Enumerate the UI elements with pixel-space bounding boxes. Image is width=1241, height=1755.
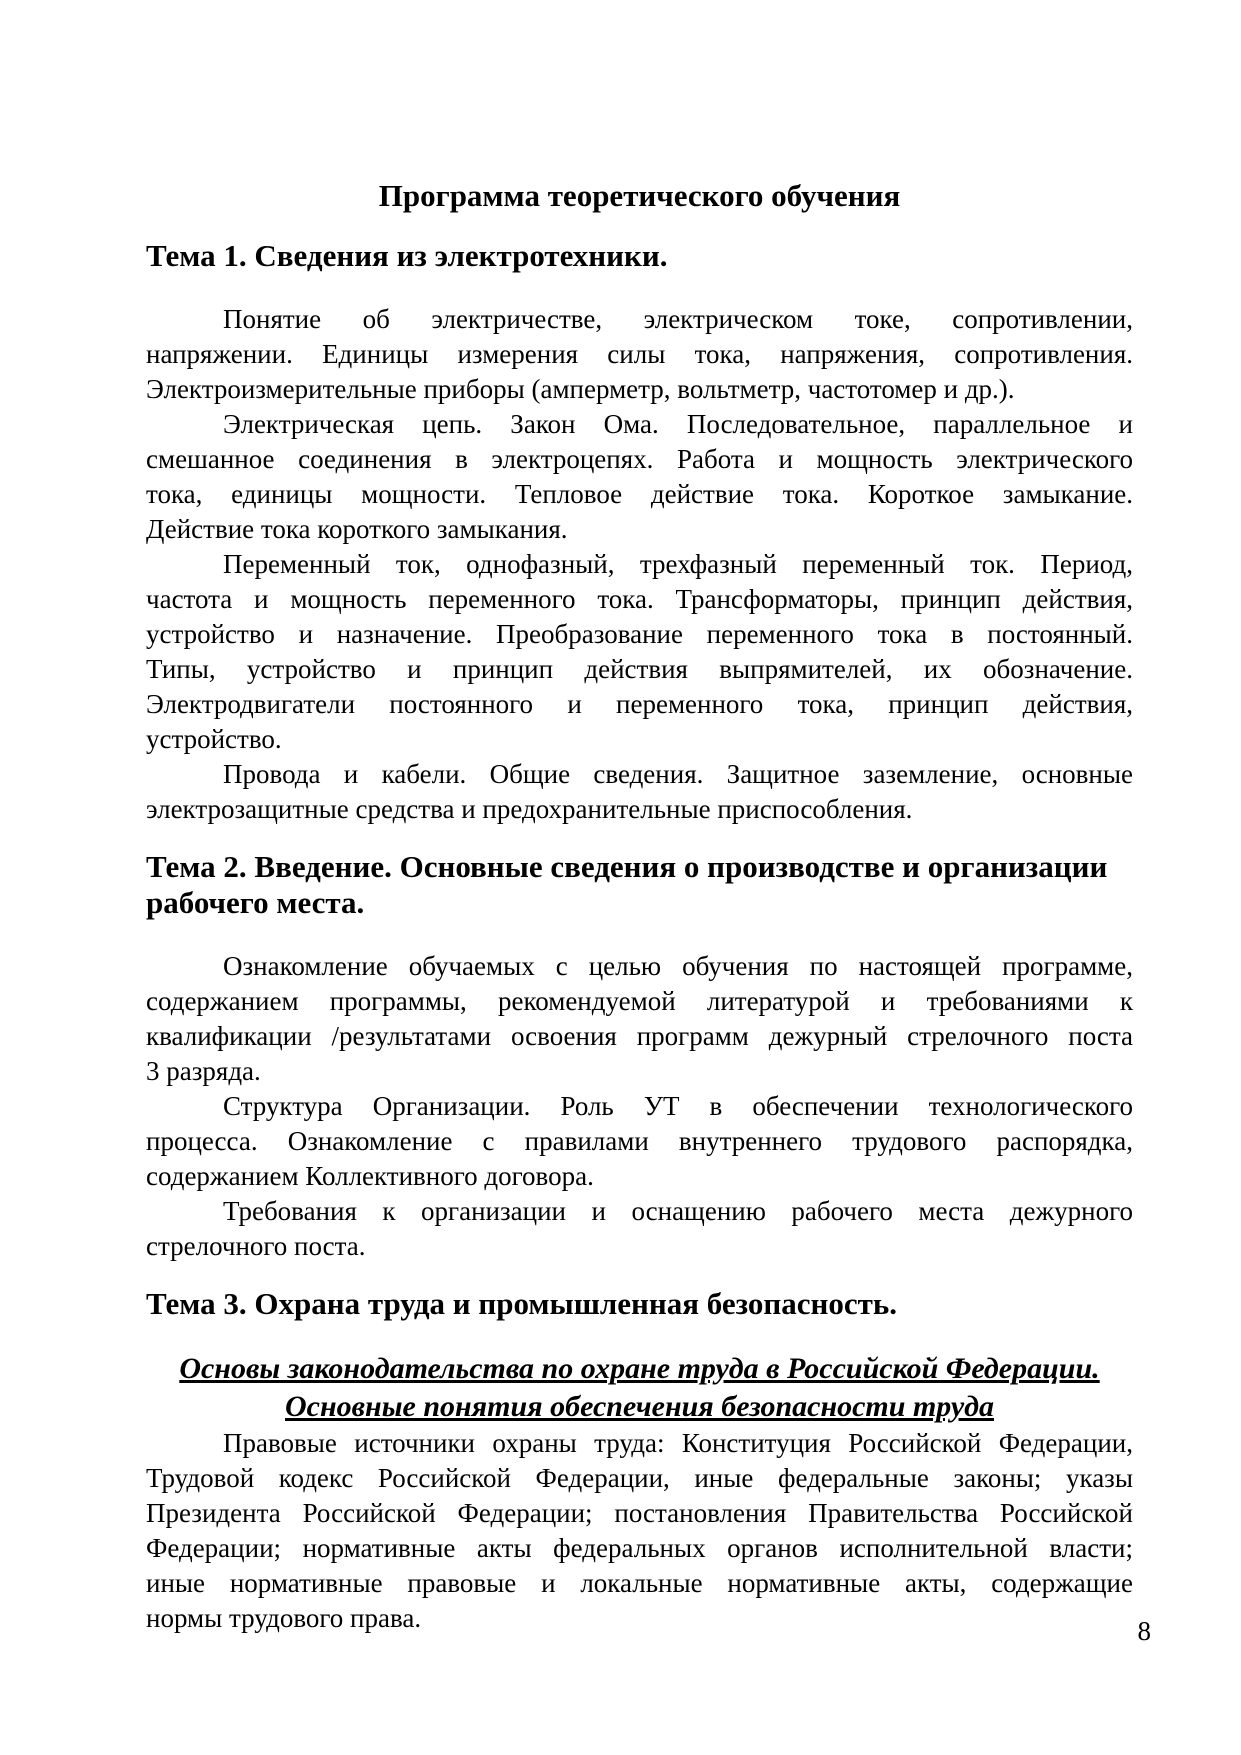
subheading-line: Основные понятия обеспечения безопасности труда [285,1390,994,1423]
paragraph [146,407,1133,547]
document-content [146,0,1133,1636]
heading [146,238,1133,274]
subheading-line: Основы законодательства по охране труда в Российской Федерации. [179,1352,1100,1385]
paragraph [146,1426,1133,1636]
paragraph-line: Правовые источники охраны труда: Конституция Российской Федерации, [223,1428,1133,1458]
paragraph-line: частота и мощность переменного тока. Трансформаторы, принцип действия, [146,584,1133,614]
paragraph-line: Структура Организации. Роль УТ в обеспечении технологического [223,1091,1133,1121]
paragraph [146,1194,1133,1264]
paragraph-line: Федерации; нормативные акты федеральных органов исполнительной власти; [146,1533,1133,1563]
heading-line: Тема 1. Сведения из электротехники. [146,238,668,273]
paragraph-line: смешанное соединения в электроцепях. Работа и мощность электрического [146,444,1133,474]
paragraph-line: Действие тока короткого замыкания. [146,514,568,544]
document-body [146,238,1133,1636]
paragraph [146,757,1133,827]
paragraph-line: Провода и кабели. Общие сведения. Защитное заземление, основные [223,759,1133,789]
paragraph-line: 3 разряда. [146,1056,261,1086]
paragraph-line: стрелочного поста. [146,1231,366,1261]
paragraph-line: Ознакомление обучаемых с целью обучения по настоящей программе, [223,951,1133,981]
paragraph-line: напряжении. Единицы измерения силы тока, напряжения, сопротивления. [146,339,1133,369]
heading-line: рабочего места. [146,885,365,920]
paragraph-line: содержанием программы, рекомендуемой литературой и требованиями к [146,986,1133,1016]
paragraph-line: электрозащитные средства и предохранительные приспособления. [146,794,913,824]
paragraph [146,547,1133,757]
paragraph-line: Трудовой кодекс Российской Федерации, иные федеральные законы; указы [146,1463,1133,1493]
paragraph-line: Электрическая цепь. Закон Ома. Последовательное, параллельное и [223,409,1133,439]
paragraph-line: процесса. Ознакомление с правилами внутреннего трудового распорядка, [146,1126,1133,1156]
subheading [146,1350,1133,1426]
paragraph-line: нормы трудового права. [146,1603,422,1633]
paragraph [146,949,1133,1089]
heading [146,849,1133,921]
paragraph-line: Президента Российской Федерации; постановления Правительства Российской [146,1498,1133,1528]
paragraph [146,302,1133,407]
paragraph-line: тока, единицы мощности. Тепловое действие тока. Короткое замыкание. [146,479,1133,509]
paragraph-line: квалификации /результатами освоения программ дежурный стрелочного поста [146,1021,1133,1051]
page-number: 8 [1137,1616,1151,1646]
heading [146,1286,1133,1322]
paragraph-line: иные нормативные правовые и локальные нормативные акты, содержащие [146,1568,1133,1598]
heading-line: Тема 3. Охрана труда и промышленная безопасность. [146,1286,898,1321]
paragraph-line: содержанием Коллективного договора. [146,1161,594,1191]
document-title: Программа теоретического обучения [378,178,901,213]
paragraph-line: Электродвигатели постоянного и переменного тока, принцип действия, [146,689,1133,719]
paragraph-line: устройство. [146,724,282,754]
paragraph-line: Понятие об электричестве, электрическом токе, сопротивлении, [223,304,1133,334]
paragraph-line: Типы, устройство и принцип действия выпрямителей, их обозначение. [146,654,1133,684]
paragraph [146,1089,1133,1194]
heading-line: Тема 2. Введение. Основные сведения о производстве и организации [146,849,1108,884]
paragraph-line: устройство и назначение. Преобразование переменного тока в постоянный. [146,619,1133,649]
paragraph-line: Требования к организации и оснащению рабочего места дежурного [223,1196,1133,1226]
paragraph-line: Электроизмерительные приборы (амперметр, вольтметр, частотомер и др.). [146,374,1015,404]
paragraph-line: Переменный ток, однофазный, трехфазный переменный ток. Период, [223,549,1133,579]
